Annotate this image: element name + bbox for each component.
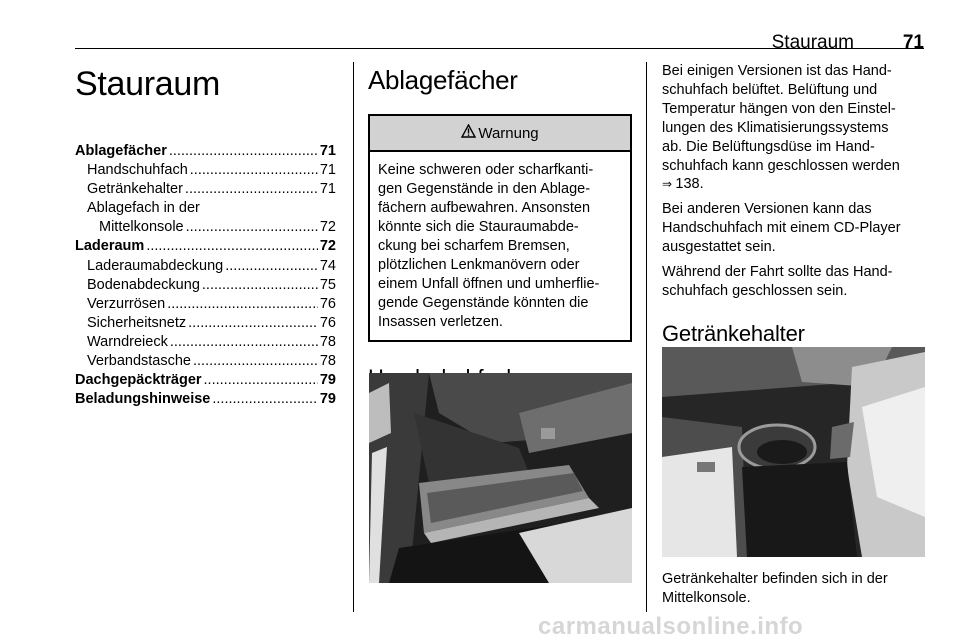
body-line: lungen des Klimatisierungssystems (662, 119, 889, 136)
warning-header (370, 116, 630, 152)
body-line: Handschuhfach mit einem CD-Player (662, 220, 901, 237)
toc-entry[interactable] (75, 237, 336, 256)
toc-entry[interactable] (75, 371, 336, 390)
warning-title: Warnung (478, 124, 539, 142)
warning-text-line: fächern aufbewahren. Ansonsten (378, 200, 591, 216)
toc-entry[interactable] (75, 142, 336, 161)
warning-text-line: könnte sich die Stauraumabde- (378, 219, 579, 235)
toc-entry[interactable] (75, 276, 336, 295)
body-line: Bei anderen Versionen kann das (662, 201, 872, 218)
toc-entry[interactable] (75, 352, 336, 371)
reference-page-number: 138. (675, 176, 704, 193)
toc-leader-dots (190, 161, 318, 180)
toc-entry-label: Bodenabdeckung (87, 276, 200, 293)
warning-text-line: gen Gegenstände in den Ablage- (378, 181, 591, 197)
body-line: Bei einigen Versionen ist das Hand- (662, 63, 892, 79)
toc-entry-page: 76 (319, 295, 336, 312)
body-line: Während der Fahrt sollte das Hand- (662, 264, 893, 281)
photo-caption (662, 570, 926, 608)
toc-leader-dots (146, 237, 318, 256)
warning-text-line: ckung bei scharfem Bremsen, (378, 238, 570, 254)
toc-entry-label: Getränkehalter (87, 181, 183, 198)
body-line: schuhfach geschlossen sein. (662, 282, 848, 299)
warning-text-line: Insassen verletzen. (378, 314, 503, 330)
toc-entry-page: 78 (319, 333, 336, 350)
toc-entry-label: Ablagefach in der (87, 200, 200, 217)
toc-entry-label: Verzurrösen (87, 295, 166, 312)
toc-entry[interactable] (75, 199, 336, 218)
section-title: Ablagefächer (368, 65, 518, 95)
caption-line: Mittelkonsole. (662, 590, 751, 606)
toc-leader-dots (186, 218, 318, 237)
page-reference[interactable] (662, 175, 926, 194)
warning-text (370, 152, 630, 340)
body-paragraph (662, 62, 926, 194)
toc-leader-dots (167, 295, 318, 314)
toc-leader-dots (202, 276, 318, 295)
right-column (662, 62, 926, 348)
toc-entry-page: 74 (319, 257, 336, 274)
body-line: ab. Die Belüftungsdüse im Hand- (662, 138, 875, 155)
reference-arrow-icon: ⇒ (662, 177, 676, 192)
toc-leader-dots (212, 390, 317, 409)
toc-leader-dots (169, 142, 318, 161)
body-text (662, 62, 926, 301)
toc-entry-label: Beladungshinweise (75, 391, 211, 408)
toc-entry[interactable] (75, 333, 336, 352)
page-number: 71 (902, 32, 924, 53)
toc-entry[interactable] (75, 180, 336, 199)
middle-column (368, 62, 632, 392)
body-line: schuhfach belüftet. Belüftung und (662, 81, 878, 98)
toc-entry[interactable] (75, 390, 336, 409)
toc-entry-page: 72 (319, 238, 336, 255)
toc-entry[interactable] (75, 295, 336, 314)
toc-entry-page: 71 (319, 181, 336, 198)
running-header-title: Stauraum (771, 32, 854, 53)
toc-leader-dots (193, 352, 318, 371)
warning-text-line: einem Unfall öffnen und umherflie- (378, 276, 600, 292)
warning-text-line: Keine schweren oder scharfkanti- (378, 162, 594, 178)
caption-line: Getränkehalter befinden sich in der (662, 571, 888, 587)
toc-entry-page: 78 (319, 353, 336, 370)
toc-entry-page: 76 (319, 314, 336, 331)
toc-leader-dots (225, 257, 318, 276)
table-of-contents (75, 142, 336, 409)
toc-entry[interactable] (75, 161, 336, 180)
body-line: Temperatur hängen von den Einstel- (662, 100, 896, 117)
toc-entry-label: Laderaumabdeckung (87, 257, 224, 274)
header-rule (75, 48, 924, 49)
toc-entry-label: Verbandstasche (87, 353, 191, 370)
toc-entry-label: Handschuhfach (87, 162, 188, 179)
toc-leader-dots (188, 314, 318, 333)
watermark: carmanualsonline.info (538, 613, 804, 640)
cupholder-photo (662, 347, 925, 557)
toc-entry-page: 71 (319, 162, 336, 179)
toc-entry-page: 72 (319, 219, 336, 236)
toc-leader-dots (185, 180, 318, 199)
toc-column (75, 62, 336, 409)
toc-entry[interactable] (75, 257, 336, 276)
body-line: ausgestattet sein. (662, 239, 776, 256)
toc-entry-page: 79 (319, 372, 336, 389)
toc-entry-label: Dachgepäckträger (75, 372, 202, 389)
body-paragraph (662, 200, 926, 257)
toc-entry-label: Warndreieck (87, 333, 168, 350)
chapter-title: Stauraum (75, 65, 221, 103)
toc-entry-label: Ablagefächer (75, 143, 167, 159)
toc-entry-label: Laderaum (75, 238, 145, 255)
toc-entry[interactable] (75, 218, 336, 237)
toc-entry-page: 71 (319, 143, 336, 159)
warning-box (368, 114, 632, 342)
body-paragraph (662, 263, 926, 301)
toc-leader-dots (204, 371, 318, 390)
column-divider (353, 62, 354, 612)
toc-entry-label: Mittelkonsole (99, 219, 184, 236)
glovebox-photo (369, 373, 632, 583)
subsection-title-cupholder: Getränkehalter (662, 320, 805, 346)
body-line: schuhfach kann geschlossen werden (662, 157, 900, 174)
warning-triangle-icon (461, 124, 476, 142)
toc-leader-dots (170, 333, 318, 352)
column-divider (646, 62, 647, 612)
toc-entry-page: 75 (319, 276, 336, 293)
toc-entry-label: Sicherheitsnetz (87, 314, 187, 331)
toc-entry-page: 79 (319, 391, 336, 408)
warning-text-line: gende Gegenstände könnten die (378, 295, 589, 311)
toc-entry[interactable] (75, 314, 336, 333)
warning-text-line: plötzlichen Lenkmanövern oder (378, 257, 580, 273)
